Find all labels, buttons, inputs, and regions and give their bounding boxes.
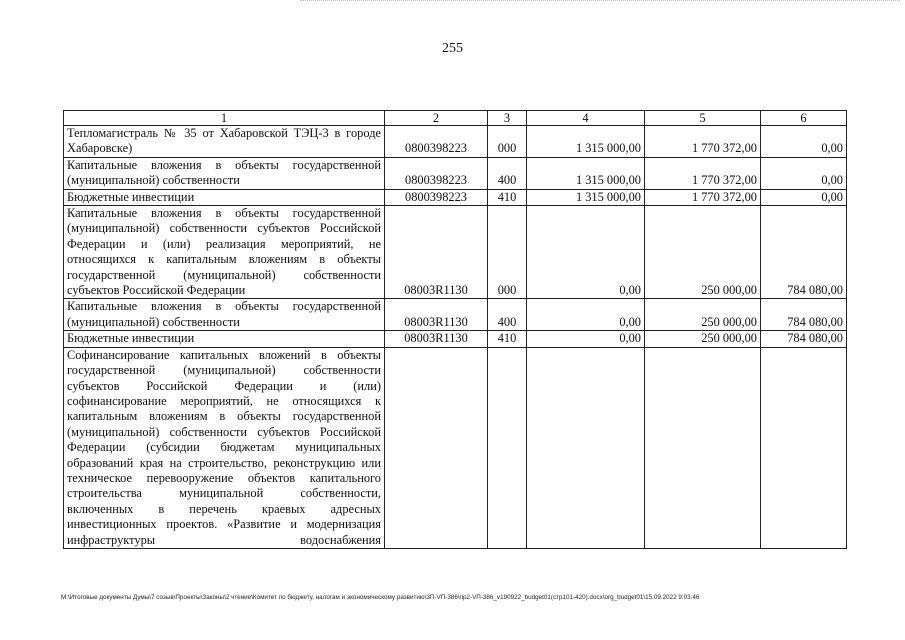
row-type: 400 [488, 157, 527, 189]
table-row [64, 347, 847, 548]
row-type: 000 [488, 206, 527, 299]
row-code: 0800398223 [385, 189, 488, 205]
header-col-3: 3 [488, 111, 527, 126]
table-row [64, 157, 847, 189]
row-value-2 [645, 347, 761, 548]
table-row [64, 189, 847, 205]
row-code: 08003R1130 [385, 331, 488, 347]
row-name: Капитальные вложения в объекты государственной (муниципальной) собственности субъектов Российской Федерации и (или) реализация мероприятий, не относящихся к капитальным вложениям в объекты государственной (муниципальной) собственности субъектов Российской Федерации [64, 206, 385, 299]
row-value-3: 784 080,00 [761, 206, 847, 299]
row-type [488, 347, 527, 548]
table-row [64, 126, 847, 158]
header-col-2: 2 [385, 111, 488, 126]
table-row [64, 299, 847, 331]
row-code: 08003R1130 [385, 206, 488, 299]
row-name: Тепломагистраль № 35 от Хабаровской ТЭЦ-3 в городе Хабаровске) [64, 126, 385, 158]
scan-edge-artifact [300, 0, 900, 4]
row-name: Софинансирование капитальных вложений в объекты государственной (муниципальной) собственности субъектов Российской Федерации и (или) софинансирование мероприятий, не относящихся к капитальным вложениям в объекты государственной (муниципальной) собственности субъектов Российской Федерации (субсидии бюджетам муниципальных образований края на строительство, реконструкцию или техническое перевооружение объектов капитального строительства муниципальной собственности, включенных в перечень краевых адресных инвестиционных проектов. «Развитие и модернизация инфраструктуры водоснабжения [64, 347, 385, 548]
row-type: 000 [488, 126, 527, 158]
row-value-2: 250 000,00 [645, 206, 761, 299]
row-value-3: 784 080,00 [761, 331, 847, 347]
row-value-1: 0,00 [527, 331, 645, 347]
row-name: Бюджетные инвестиции [64, 189, 385, 205]
footer-file-path: М:\Итоговые документы Думы\7 созыв\Проекты\Законы\2 чтение\Комитет по бюджету, налогам и экономическому развитию\3П-VП-386\пр2-VП-386_v190922_budget01(стр101-420).docx\org_budget01\15.09.2022 9:03:46 [61, 594, 700, 601]
row-value-1: 1 315 000,00 [527, 126, 645, 158]
table-row [64, 206, 847, 299]
row-value-2: 250 000,00 [645, 299, 761, 331]
header-col-6: 6 [761, 111, 847, 126]
row-value-2: 1 770 372,00 [645, 157, 761, 189]
table-row [64, 331, 847, 347]
table-header-row [64, 111, 847, 126]
row-value-3 [761, 347, 847, 548]
row-code [385, 347, 488, 548]
header-col-4: 4 [527, 111, 645, 126]
row-value-3: 0,00 [761, 157, 847, 189]
row-code: 0800398223 [385, 126, 488, 158]
row-value-2: 1 770 372,00 [645, 126, 761, 158]
header-col-1: 1 [64, 111, 385, 126]
row-value-1: 1 315 000,00 [527, 189, 645, 205]
row-value-3: 0,00 [761, 126, 847, 158]
row-value-2: 250 000,00 [645, 331, 761, 347]
row-code: 08003R1130 [385, 299, 488, 331]
row-type: 410 [488, 331, 527, 347]
header-col-5: 5 [645, 111, 761, 126]
row-type: 410 [488, 189, 527, 205]
row-value-3: 784 080,00 [761, 299, 847, 331]
row-name: Капитальные вложения в объекты государственной (муниципальной) собственности [64, 299, 385, 331]
row-value-2: 1 770 372,00 [645, 189, 761, 205]
row-value-1: 0,00 [527, 206, 645, 299]
budget-table [63, 110, 847, 549]
row-value-1 [527, 347, 645, 548]
page-number: 255 [442, 41, 463, 56]
row-name: Бюджетные инвестиции [64, 331, 385, 347]
row-code: 0800398223 [385, 157, 488, 189]
row-type: 400 [488, 299, 527, 331]
row-value-1: 0,00 [527, 299, 645, 331]
row-name: Капитальные вложения в объекты государственной (муниципальной) собственности [64, 157, 385, 189]
row-value-1: 1 315 000,00 [527, 157, 645, 189]
row-value-3: 0,00 [761, 189, 847, 205]
